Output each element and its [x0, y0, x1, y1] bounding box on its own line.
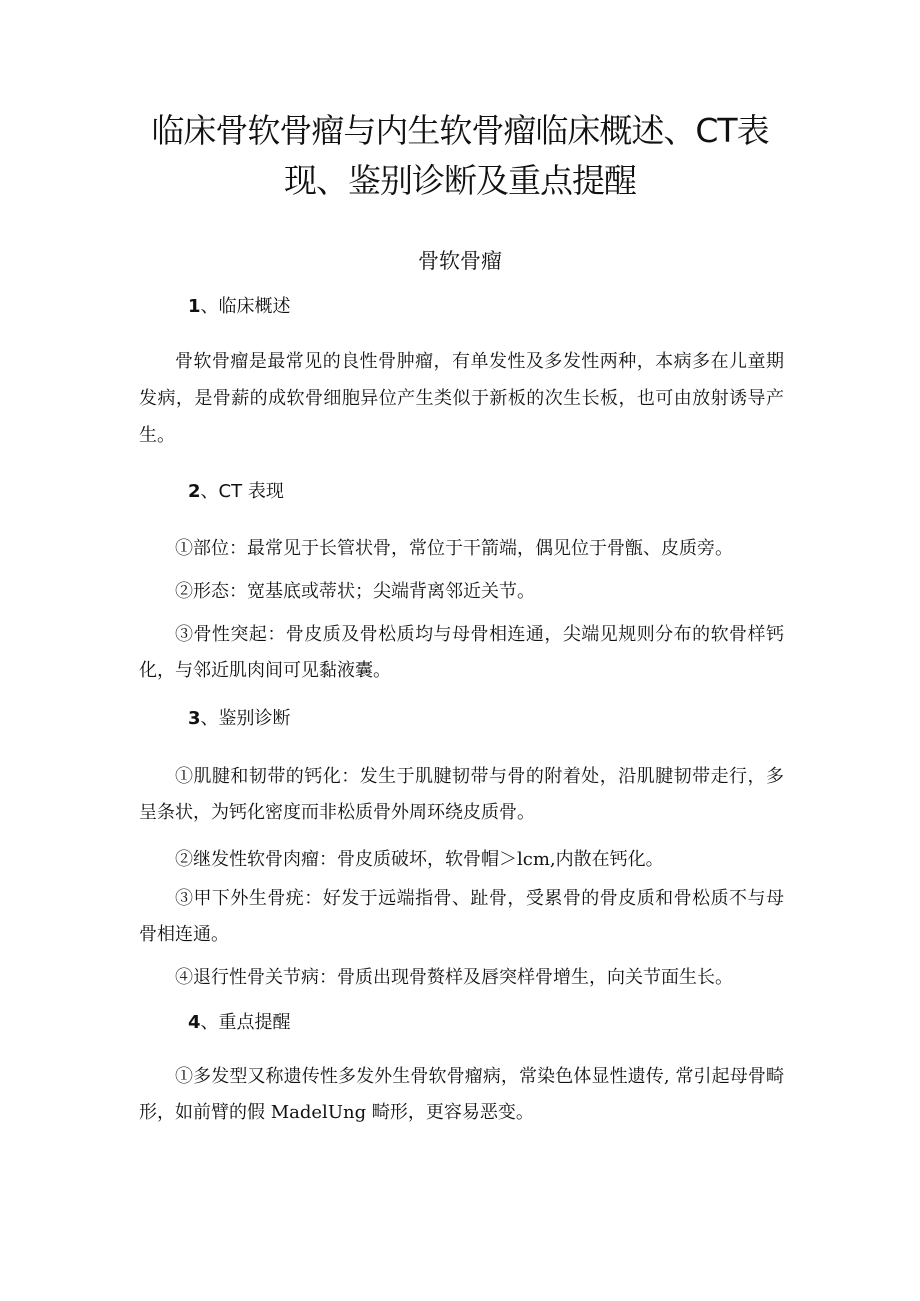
heading-separator: 、 [200, 708, 219, 729]
heading-key-points [188, 1009, 291, 1037]
heading-separator: 、 [200, 296, 219, 317]
heading-label: 临床概述 [218, 296, 291, 317]
section-title: 骨软骨瘤 [418, 249, 502, 273]
document-title [90, 106, 830, 206]
heading-ct [188, 478, 284, 506]
title-line-1: 临床骨软骨瘤与内生软骨瘤临床概述、CT表 [151, 111, 769, 150]
heading-overview [188, 293, 291, 321]
ct-item-location: ①部位：最常见于长管状骨，常位于干箭端，偶见位于骨甑、皮质旁。 [175, 538, 733, 559]
heading-differential [188, 705, 291, 733]
heading-label: 重点提醒 [218, 1012, 291, 1033]
heading-separator: 、 [200, 481, 219, 502]
tips-item-hereditary: ①多发型又称遗传性多发外生骨软骨瘤病，常染色体显性遗传, 常引起母骨畸形，如前臂的假 MadelUng 畸形，更容易恶变。 [139, 1066, 784, 1123]
diff-item-tendon-calcification: ①肌腱和韧带的钙化：发生于肌腱韧带与骨的附着处，沿肌腱韧带走行，多呈条状，为钙化密度而非松质骨外周环绕皮质骨。 [139, 766, 784, 823]
diff-item-subungual-exostosis: ③甲下外生骨疣：好发于远端指骨、趾骨，受累骨的骨皮质和骨松质不与母骨相连通。 [139, 888, 784, 945]
diff-item-chondrosarcoma: ②继发性软骨肉瘤：骨皮质破坏，软骨帽＞lcm,内散在钙化。 [175, 849, 664, 870]
overview-paragraph: 骨软骨瘤是最常见的良性骨肿瘤，有单发性及多发性两种，本病多在儿童期发病，是骨薪的成软骨细胞异位产生类似于新板的次生长板，也可由放射诱导产生。 [139, 351, 784, 446]
ct-item-bony-protrusion: ③骨性突起：骨皮质及骨松质均与母骨相连通，尖端见规则分布的软骨样钙化，与邻近肌肉间可见黏液囊。 [139, 624, 784, 681]
heading-number: 2 [188, 481, 201, 502]
heading-label: CT 表现 [218, 481, 284, 502]
heading-number: 4 [188, 1012, 201, 1033]
diff-item-osteoarthritis: ④退行性骨关节病：骨质出现骨赘样及唇突样骨增生，向关节面生长。 [175, 967, 733, 988]
title-line-2: 现、鉴别诊断及重点提醒 [284, 161, 636, 200]
heading-number: 3 [188, 708, 201, 729]
ct-item-shape: ②形态：宽基底或蒂状；尖端背离邻近关节。 [175, 581, 535, 602]
heading-separator: 、 [200, 1012, 219, 1033]
heading-label: 鉴别诊断 [218, 708, 291, 729]
heading-number: 1 [188, 296, 201, 317]
